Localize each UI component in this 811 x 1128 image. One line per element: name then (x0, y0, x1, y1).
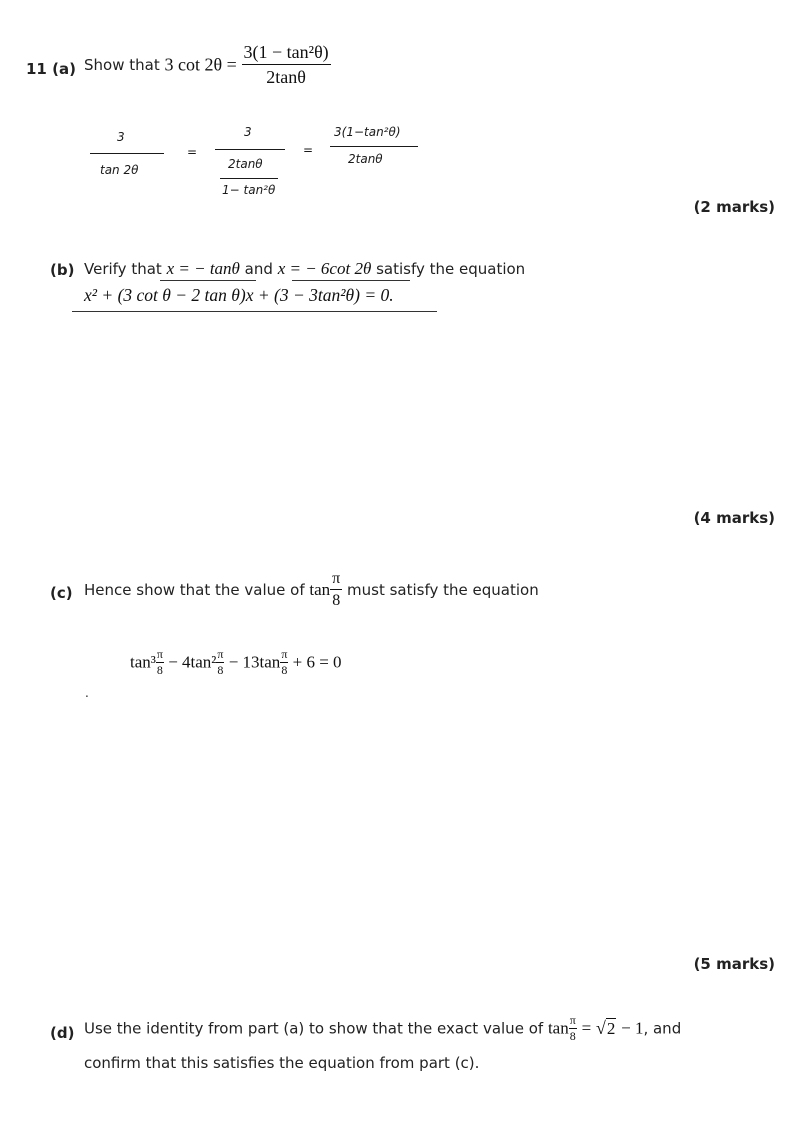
underline-expr-1 (160, 280, 256, 281)
part-a-rhs-numerator: 3(1 − tan²θ) (242, 42, 331, 65)
hw-equals-2: = (303, 143, 314, 157)
part-b-prompt-2: satisfy the equation (376, 260, 526, 278)
underline-equation (72, 311, 437, 312)
part-d-minus-one: − 1 (621, 1018, 644, 1038)
part-a-label: (a) (52, 60, 76, 78)
part-c-label: (c) (50, 584, 73, 602)
part-d-sqrt-sign: √ (595, 1018, 606, 1038)
part-c-prompt-1: Hence show that the value of (84, 581, 305, 599)
part-d-pi-over-8 (569, 1013, 577, 1044)
part-d-prompt-2: , and (643, 1019, 682, 1038)
part-d-line-1 (84, 1013, 681, 1044)
hw-fraction-2-inner-numerator: 2tanθ (228, 157, 263, 171)
underline-expr-2 (292, 280, 410, 281)
part-c-marks: (5 marks) (693, 955, 775, 973)
part-a-prompt-text: Show that (84, 56, 160, 74)
hw-fraction-2-inner-bar (220, 178, 278, 179)
part-c-fraction-1-num: π (156, 647, 163, 661)
hw-fraction-1-bar (90, 153, 164, 154)
part-a-lhs: 3 cot 2θ = (164, 54, 237, 75)
part-c-pi: π (330, 570, 342, 590)
question-number: 11 (26, 60, 47, 78)
part-b-label: (b) (50, 261, 75, 279)
part-c-fraction-1 (156, 647, 164, 678)
part-c-fraction-3 (280, 647, 288, 678)
part-a-marks: (2 marks) (693, 198, 775, 216)
part-c-term-4: + 6 = 0 (292, 652, 342, 672)
part-b-prompt-1: Verify that (84, 260, 162, 278)
part-d-eight: 8 (569, 1029, 576, 1043)
question-number-11a (26, 60, 76, 78)
part-c-fraction-1-den: 8 (156, 663, 163, 677)
part-b-and: and (244, 260, 273, 278)
part-a-rhs-denominator: 2tanθ (266, 67, 306, 87)
part-b-prompt (84, 259, 525, 279)
part-b-expr-2: x = − 6cot 2θ (277, 259, 372, 278)
part-c-term-3: − 13tan (228, 652, 281, 672)
part-d-radicand: 2 (606, 1018, 616, 1038)
part-c-fraction-3-den: 8 (281, 663, 288, 677)
part-a-prompt (84, 42, 331, 88)
part-c-term-1: tan³ (130, 652, 156, 672)
part-c-fraction-2-den: 8 (217, 663, 224, 677)
part-b-marks: (4 marks) (693, 509, 775, 527)
hw-fraction-2-inner-denominator: 1− tan²θ (222, 183, 276, 197)
part-c-pi-over-8 (330, 570, 342, 610)
hw-fraction-3-numerator: 3(1−tan²θ) (334, 125, 401, 139)
part-c-equation (130, 647, 342, 678)
part-a-rhs-fraction (242, 42, 331, 88)
part-c-fraction-2-num: π (217, 647, 224, 661)
hw-fraction-2-numerator: 3 (244, 125, 252, 139)
hw-fraction-3-bar (330, 146, 418, 147)
part-d-tan: tan (547, 1018, 569, 1038)
hw-fraction-1-denominator: tan 2θ (100, 163, 139, 177)
part-d-line-2: confirm that this satisfies the equation from part (c). (84, 1054, 480, 1072)
part-c-eight: 8 (332, 592, 341, 609)
stray-mark: . (85, 686, 89, 700)
hw-equals-1: = (187, 145, 198, 159)
hw-fraction-2-bar (215, 149, 285, 150)
part-c-fraction-2 (216, 647, 224, 678)
part-d-equals: = (581, 1018, 592, 1038)
part-b-equation: x² + (3 cot θ − 2 tan θ)x + (3 − 3tan²θ) = 0. (84, 285, 394, 305)
hw-fraction-3-denominator: 2tanθ (348, 152, 383, 166)
part-b-expr-1: x = − tanθ (166, 259, 240, 278)
hw-fraction-1-numerator: 3 (117, 130, 125, 144)
part-d-pi: π (569, 1013, 576, 1027)
part-c-prompt-2: must satisfy the equation (347, 581, 539, 599)
part-c-tan: tan (309, 580, 331, 599)
part-d-label: (d) (50, 1024, 75, 1042)
part-c-term-2: − 4tan² (168, 652, 217, 672)
part-d-prompt-1: Use the identity from part (a) to show that the exact value of (84, 1019, 544, 1038)
part-c-prompt (84, 570, 539, 610)
part-c-fraction-3-num: π (281, 647, 288, 661)
